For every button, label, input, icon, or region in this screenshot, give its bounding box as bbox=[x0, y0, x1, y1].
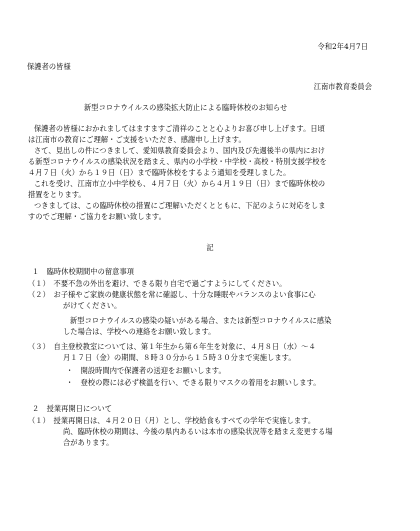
body-line: すのでご理解・ご協力をお願い致します。 bbox=[28, 212, 166, 221]
body-line: 保護者の皆様におかれましてはますますご清祥のことと心よりお喜び申し上げます。日頃 bbox=[34, 124, 325, 133]
list-item: 合があります。 bbox=[63, 438, 114, 447]
date: 令和2年4月7日 bbox=[317, 42, 368, 51]
body-line: 措置をとります。 bbox=[28, 190, 86, 199]
sender: 江南市教育委員会 bbox=[313, 82, 372, 91]
list-item: 月１７日（金）の期間、８時３０分から１５時３０分まで実施します。 bbox=[63, 353, 296, 362]
body-line: は江南市の教育にご理解・ご支援をいただき、感謝申し上げます。 bbox=[28, 135, 246, 144]
body-line: る新型コロナウイルスの感染状況を踏まえ、県内の小学校・中学校・高校・特別支援学校を bbox=[28, 157, 327, 166]
section-heading: １ 臨時休校期間中の留意事項 bbox=[32, 267, 135, 276]
list-item: （１） 授業再開日は、４月２０日（月）とし、学校給食もすべての学年で実施します。 bbox=[28, 416, 316, 425]
section-heading: ２ 授業再開日について bbox=[32, 404, 113, 413]
body-line: さて、見出しの件につきまして、愛知県教育委員会より、国内及び先週後半の県内におけ bbox=[34, 146, 326, 155]
list-item: がけてください。 bbox=[63, 301, 122, 310]
list-item: した場合は、学校への連絡をお願い致します。 bbox=[63, 327, 216, 336]
body-line: これを受け、江南市立小中学校も、４月７日（火）から４月１９日（日）まで臨時休校の bbox=[34, 179, 326, 188]
document-title: 新型コロナウイルスの感染拡大防止による臨時休校のお知らせ bbox=[84, 103, 288, 112]
recipient: 保護者の皆様 bbox=[27, 62, 71, 71]
list-item: ・ 開設時間内で保護者の送迎をお願いします。 bbox=[66, 366, 226, 375]
list-item: 尚、臨時休校の期間は、今後の県内あるいは本市の感染状況等を踏まえ変更する場 bbox=[63, 427, 333, 436]
body-line: ４月７日（火）から１９日（日）まで臨時休校をするよう通知を受理しました。 bbox=[28, 168, 291, 177]
list-item: ・ 登校の際には必ず検温を行い、できる限りマスクの着用をお願いします。 bbox=[66, 378, 321, 387]
list-item: （１） 不要不急の外出を避け、できる限り自宅で過ごすようにしてください。 bbox=[28, 279, 287, 288]
ki-heading: 記 bbox=[206, 243, 214, 252]
list-item: （２） お子様やご家族の健康状態を常に確認し、十分な睡眠やバランスのよい食事に心 bbox=[28, 290, 316, 299]
body-line: つきましては、この臨時休校の措置にご理解いただくとともに、下記のように対応をしま bbox=[34, 201, 326, 210]
list-item: 新型コロナウイルスの感染の疑いがある場合、または新型コロナウイルスに感染 bbox=[70, 316, 332, 325]
list-item: （３） 自主登校教室については、第１年生から第６年生を対象に、４月８日（水）～４ bbox=[28, 342, 316, 351]
